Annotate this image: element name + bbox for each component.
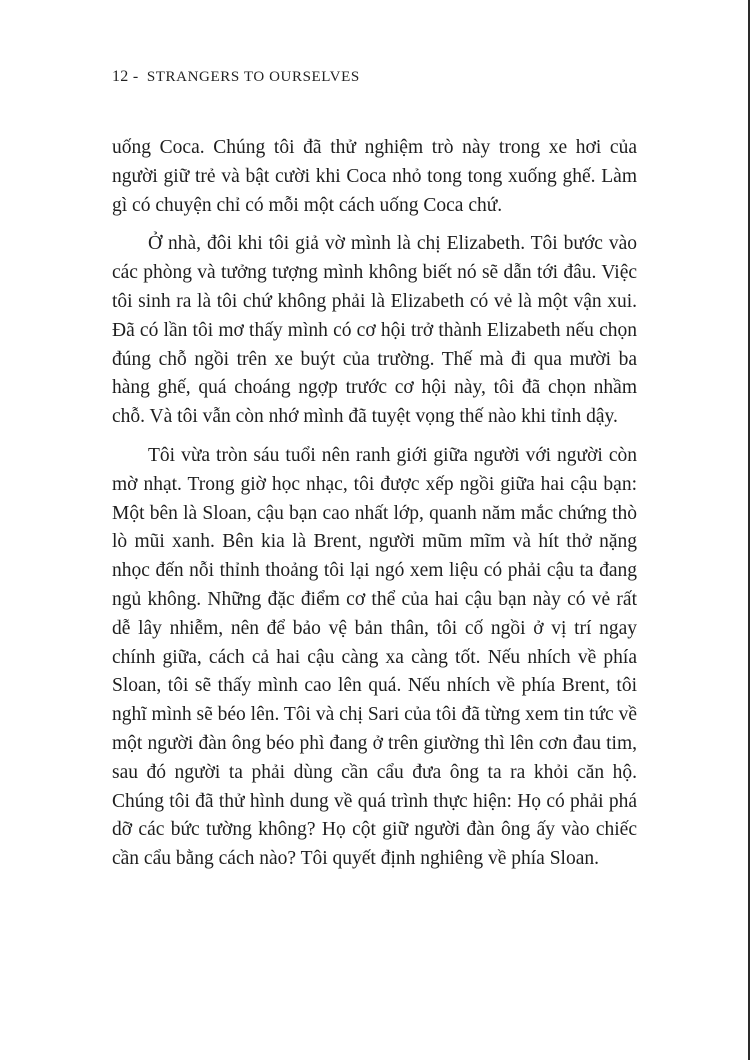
- page-number: 12 -: [112, 68, 139, 85]
- book-title: STRANGERS TO OURSELVES: [146, 69, 360, 85]
- paragraph-1: uống Coca. Chúng tôi đã thử nghiệm trò này trong xe hơi của người giữ trẻ và bật cười khi Coca nhỏ tong tong xuống ghế. Làm gì có chuyện chỉ có mỗi một cách uống Coca chứ.: [112, 137, 637, 216]
- paragraph-2: Ở nhà, đôi khi tôi giả vờ mình là chị Elizabeth. Tôi bước vào các phòng và tưởng tượng mình không biết nó sẽ dẫn tới đâu. Việc tôi sinh ra là tôi chứ không phải là Elizabeth có vẻ là một vận xui. Đã có lần tôi mơ thấy mình có cơ hội trở thành Elizabeth nếu chọn đúng chỗ ngồi trên xe buýt của trường. Thế mà đi qua mười ba hàng ghế, quá choáng ngợp trước cơ hội này, tôi đã chọn nhầm chỗ. Và tôi vẫn còn nhớ mình đã tuyệt vọng thế nào khi tỉnh dậy.: [112, 233, 637, 428]
- running-head: [112, 68, 360, 86]
- paragraph-3: Tôi vừa tròn sáu tuổi nên ranh giới giữa người với người còn mờ nhạt. Trong giờ học nhạc, tôi được xếp ngồi giữa hai cậu bạn: Một bên là Sloan, cậu bạn cao nhất lớp, quanh năm mắc chứng thò lò mũi xanh. Bên kia là Brent, người mũm mĩm và hít thở nặng nhọc đến nỗi thỉnh thoảng tôi lại ngó xem liệu có phải cậu ta đang ngủ không. Những đặc điểm cơ thể của hai cậu bạn này có vẻ rất dễ lây nhiễm, nên để bảo vệ bản thân, tôi cố ngồi ở vị trí ngay chính giữa, cách cả hai cậu càng xa càng tốt. Nếu nhích về phía Sloan, tôi sẽ thấy mình cao lên quá. Nếu nhích về phía Brent, tôi nghĩ mình sẽ béo lên. Tôi và chị Sari của tôi đã từng xem tin tức về một người đàn ông béo phì đang ở trên giường thì lên cơn đau tim, sau đó người ta phải dùng cần cẩu đưa ông ta ra khỏi căn hộ. Chúng tôi đã thử hình dung về quá trình thực hiện: Họ có phải phá dỡ các bức tường không? Họ cột giữ người đàn ông ấy vào chiếc cần cẩu bằng cách nào? Tôi quyết định nghiêng về phía Sloan.: [112, 444, 637, 870]
- body-text: [112, 134, 637, 874]
